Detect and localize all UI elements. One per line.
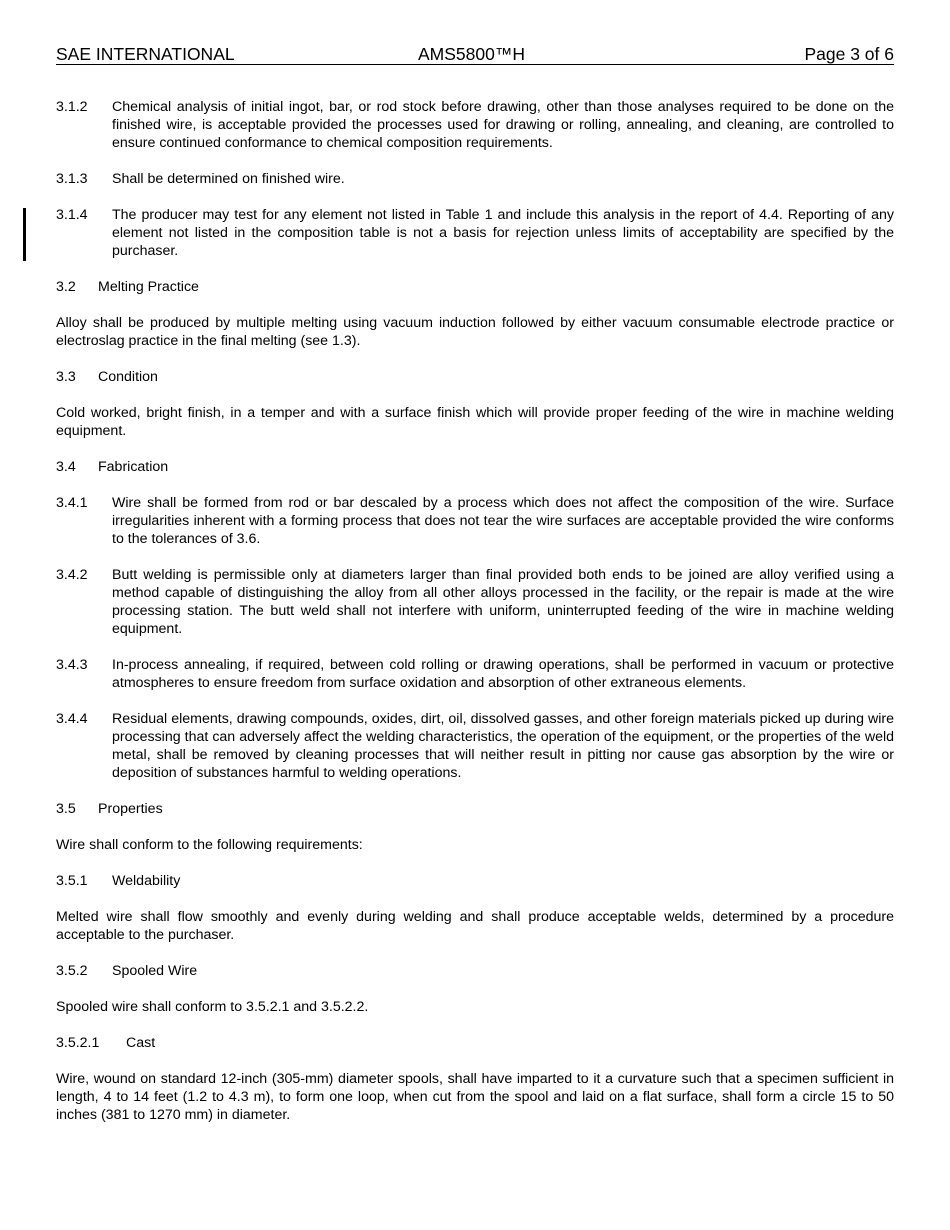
clause-text: Chemical analysis of initial ingot, bar, or rod stock before drawing, other than those analyses required to be done on the finished wire, is acceptable provided the processes used for drawing or rolling, annealing, and cleaning, are controlled to ensure continued conformance to chemical composition requirements. — [112, 99, 894, 151]
clause-text: Wire shall be formed from rod or bar descaled by a process which does not affect the composition of the wire. Surface irregularities inherent with a forming process that does not tear the wire surfaces are acceptable provided the wire conforms to the tolerances of 3.6. — [112, 495, 894, 547]
clause-3-1-2 — [56, 98, 894, 152]
clause-text: In-process annealing, if required, between cold rolling or drawing operations, shall be performed in vacuum or protective atmospheres to ensure freedom from surface oxidation and absorption of other extraneous elements. — [112, 657, 894, 691]
document-body — [56, 98, 894, 1142]
heading-title: Cast — [126, 1035, 156, 1051]
heading-title: Properties — [98, 801, 163, 817]
page-header — [56, 44, 894, 65]
heading-title: Melting Practice — [98, 279, 199, 295]
header-doc-id: AMS5800™H — [418, 44, 525, 64]
clause-number: 3.4.4 — [56, 711, 88, 727]
clause-number: 3.4.2 — [56, 567, 88, 583]
heading-3-5-1 — [56, 872, 894, 890]
body-3-2: Alloy shall be produced by multiple melting using vacuum induction followed by either vacuum consumable electrode practice or electroslag practice in the final melting (see 1.3). — [56, 315, 894, 349]
heading-3-4 — [56, 458, 894, 476]
body-3-5-1: Melted wire shall flow smoothly and evenly during welding and shall produce acceptable welds, determined by a procedure acceptable to the purchaser. — [56, 909, 894, 943]
body-3-5-2-1: Wire, wound on standard 12-inch (305-mm) diameter spools, shall have imparted to it a curvature such that a specimen sufficient in length, 4 to 14 feet (1.2 to 4.3 m), to form one loop, when cut from the spool and laid on a flat surface, shall form a circle 15 to 50 inches (381 to 1270 mm) in diameter. — [56, 1071, 894, 1123]
heading-number: 3.3 — [56, 369, 76, 385]
clause-text: The producer may test for any element not listed in Table 1 and include this analysis in the report of 4.4. Reporting of any element not listed in the composition table is not a basis for rejection unless limits of acceptability are specified by the purchaser. — [112, 207, 894, 259]
clause-number: 3.1.3 — [56, 171, 88, 187]
heading-title: Spooled Wire — [112, 963, 198, 979]
heading-number: 3.5.2.1 — [56, 1035, 100, 1051]
clause-3-1-4 — [56, 206, 894, 260]
clause-3-4-1 — [56, 494, 894, 548]
heading-3-2 — [56, 278, 894, 296]
header-page-number: Page 3 of 6 — [804, 44, 894, 64]
heading-number: 3.4 — [56, 459, 76, 475]
heading-3-5-2-1 — [56, 1034, 894, 1052]
body-3-5: Wire shall conform to the following requirements: — [56, 837, 363, 853]
heading-title: Condition — [98, 369, 158, 385]
clause-3-4-2 — [56, 566, 894, 638]
clause-text: Residual elements, drawing compounds, oxides, dirt, oil, dissolved gasses, and other foreign materials picked up during wire processing that can adversely affect the welding characteristics, the operation of the equipment, or the properties of the weld metal, shall be removed by cleaning processes that will neither result in pitting nor cause gas absorption by the wire or deposition of substances harmful to welding operations. — [112, 711, 894, 781]
clause-number: 3.1.4 — [56, 207, 88, 223]
heading-number: 3.5.1 — [56, 873, 88, 889]
heading-3-5-2 — [56, 962, 894, 980]
heading-number: 3.5.2 — [56, 963, 88, 979]
revision-change-bar — [23, 208, 26, 261]
clause-3-4-3 — [56, 656, 894, 692]
heading-title: Fabrication — [98, 459, 169, 475]
heading-title: Weldability — [112, 873, 181, 889]
clause-3-4-4 — [56, 710, 894, 782]
clause-number: 3.4.3 — [56, 657, 88, 673]
clause-number: 3.1.2 — [56, 99, 88, 115]
heading-3-3 — [56, 368, 894, 386]
body-3-3: Cold worked, bright finish, in a temper and with a surface finish which will provide proper feeding of the wire in machine welding equipment. — [56, 405, 894, 439]
clause-text: Butt welding is permissible only at diameters larger than final provided both ends to be joined are alloy verified using a method capable of distinguishing the alloy from all other alloys processed in the facility, or the repair is made at the wire processing station. The butt weld shall not interfere with uniform, uninterrupted feeding of the wire in machine welding equipment. — [112, 567, 894, 637]
header-org: SAE INTERNATIONAL — [56, 44, 235, 64]
body-3-5-2: Spooled wire shall conform to 3.5.2.1 and 3.5.2.2. — [56, 999, 369, 1015]
clause-text: Shall be determined on finished wire. — [112, 171, 345, 187]
heading-number: 3.5 — [56, 801, 76, 817]
heading-number: 3.2 — [56, 279, 76, 295]
clause-3-1-3 — [56, 170, 894, 188]
heading-3-5 — [56, 800, 894, 818]
clause-number: 3.4.1 — [56, 495, 88, 511]
